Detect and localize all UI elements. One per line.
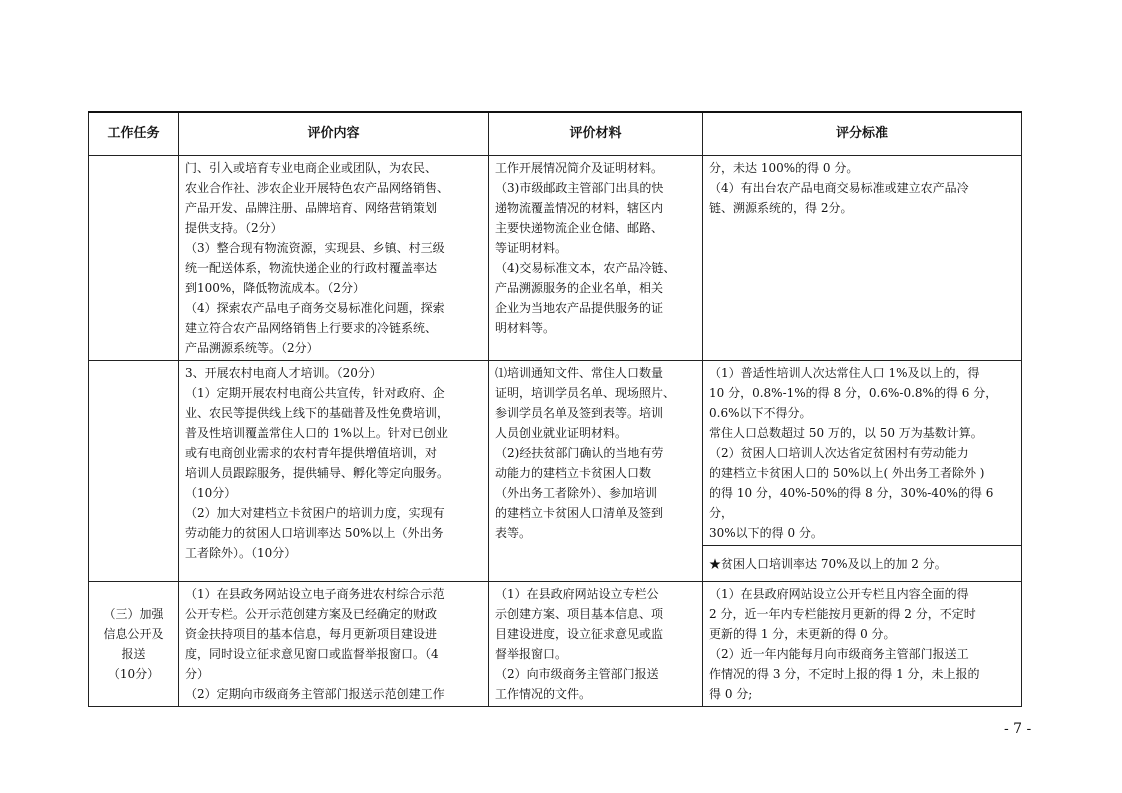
header-content: 评价内容 xyxy=(179,112,489,156)
header-material: 评价材料 xyxy=(489,112,703,156)
content-cell: （1）在县政务网站设立电子商务进农村综合示范 公开专栏。公开示范创建方案及已经确定的财政 资金扶持项目的基本信息，每月更新项目建设进 度，同时设立征求意见窗口或监督举报窗口。（4 分） （2）定期向市级商务主管部门报送示范创建工作 xyxy=(179,582,489,707)
table-row xyxy=(89,361,1022,546)
material-cell: （1）在县政府网站设立专栏公 示创建方案、项目基本信息、项 目建设进度，设立征求意见或监 督举报窗口。 （2）向市级商务主管部门报送 工作情况的文件。 xyxy=(489,582,703,707)
table-row xyxy=(89,582,1022,707)
evaluation-table xyxy=(88,111,1022,707)
standard-cell: （1）普适性培训人次达常住人口 1%及以上的，得 10 分，0.8%-1%的得 8 分，0.6%-0.8%的得 6 分， 0.6%以下不得分。 常住人口总数超过 50 万的，以 50 万为基数计算。 （2）贫困人口培训人次达省定贫困村有劳动能力 的建档立卡贫困人口的 50%以上( 外出务工者除外 ) 的得 10 分，40%-50%的得 8 分，30%-40%的得 6 分， 30%以下的得 0 分。 xyxy=(703,361,1022,546)
material-cell: ⑴培训通知文件、常住人口数量 证明，培训学员名单、现场照片、 参训学员名单及签到表等。培训 人员创业就业证明材料。 （2)经扶贫部门确认的当地有劳 动能力的建档立卡贫困人口数 （外出务工者除外）、参加培训 的建档立卡贫困人口清单及签到 表等。 xyxy=(489,361,703,582)
header-task: 工作任务 xyxy=(89,112,179,156)
bonus-standard-cell: ★贫困人口培训率达 70%及以上的加 2 分。 xyxy=(703,546,1022,582)
header-row xyxy=(89,112,1022,156)
task-cell: （三）加强 信息公开及 报送 （10分） xyxy=(89,582,179,707)
content-cell: 3、开展农村电商人才培训。（20分） （1）定期开展农村电商公共宣传，针对政府、企 业、农民等提供线上线下的基础普及性免费培训， 普及性培训覆盖常住人口的 1%以上。针对已创业 或有电商创业需求的农村青年提供增值培训，对 培训人员跟踪服务，提供辅导、孵化等定向服务。 （10分） （2）加大对建档立卡贫困户的培训力度，实现有 劳动能力的贫困人口培训率达 50%以上（外出务 工者除外）。（10分） xyxy=(179,361,489,582)
task-cell-empty xyxy=(89,361,179,582)
standard-cell: （1）在县政府网站设立公开专栏且内容全面的得 2 分，近一年内专栏能按月更新的得 2 分，不定时 更新的得 1 分，未更新的得 0 分。 （2）近一年内能每月向市级商务主管部门报送工 作情况的得 3 分，不定时上报的得 1 分，未上报的 得 0 分; xyxy=(703,582,1022,707)
material-cell: 工作开展情况简介及证明材料。 （3)市级邮政主管部门出具的快 递物流覆盖情况的材料，辖区内 主要快递物流企业仓储、邮路、 等证明材料。 （4)交易标准文本，农产品冷链、 产品溯源服务的企业名单，相关 企业为当地农产品提供服务的证 明材料等。 xyxy=(489,156,703,361)
page-number: - 7 - xyxy=(1004,721,1032,737)
task-cell xyxy=(89,156,179,361)
header-standard: 评分标准 xyxy=(703,112,1022,156)
standard-cell: 分，未达 100%的得 0 分。 （4）有出台农产品电商交易标准或建立农产品冷 链、溯源系统的，得 2分。 xyxy=(703,156,1022,361)
table-row xyxy=(89,156,1022,361)
content-cell: 门、引入或培育专业电商企业或团队，为农民、 农业合作社、涉农企业开展特色农产品网络销售、 产品开发、品牌注册、品牌培育、网络营销策划 提供支持。（2分） （3）整合现有物流资源，实现县、乡镇、村三级 统一配送体系，物流快递企业的行政村覆盖率达 到100%，降低物流成本。（2分） （4）探索农产品电子商务交易标准化问题，探索 建立符合农产品网络销售上行要求的冷链系统、 产品溯源系统等。（2分） xyxy=(179,156,489,361)
